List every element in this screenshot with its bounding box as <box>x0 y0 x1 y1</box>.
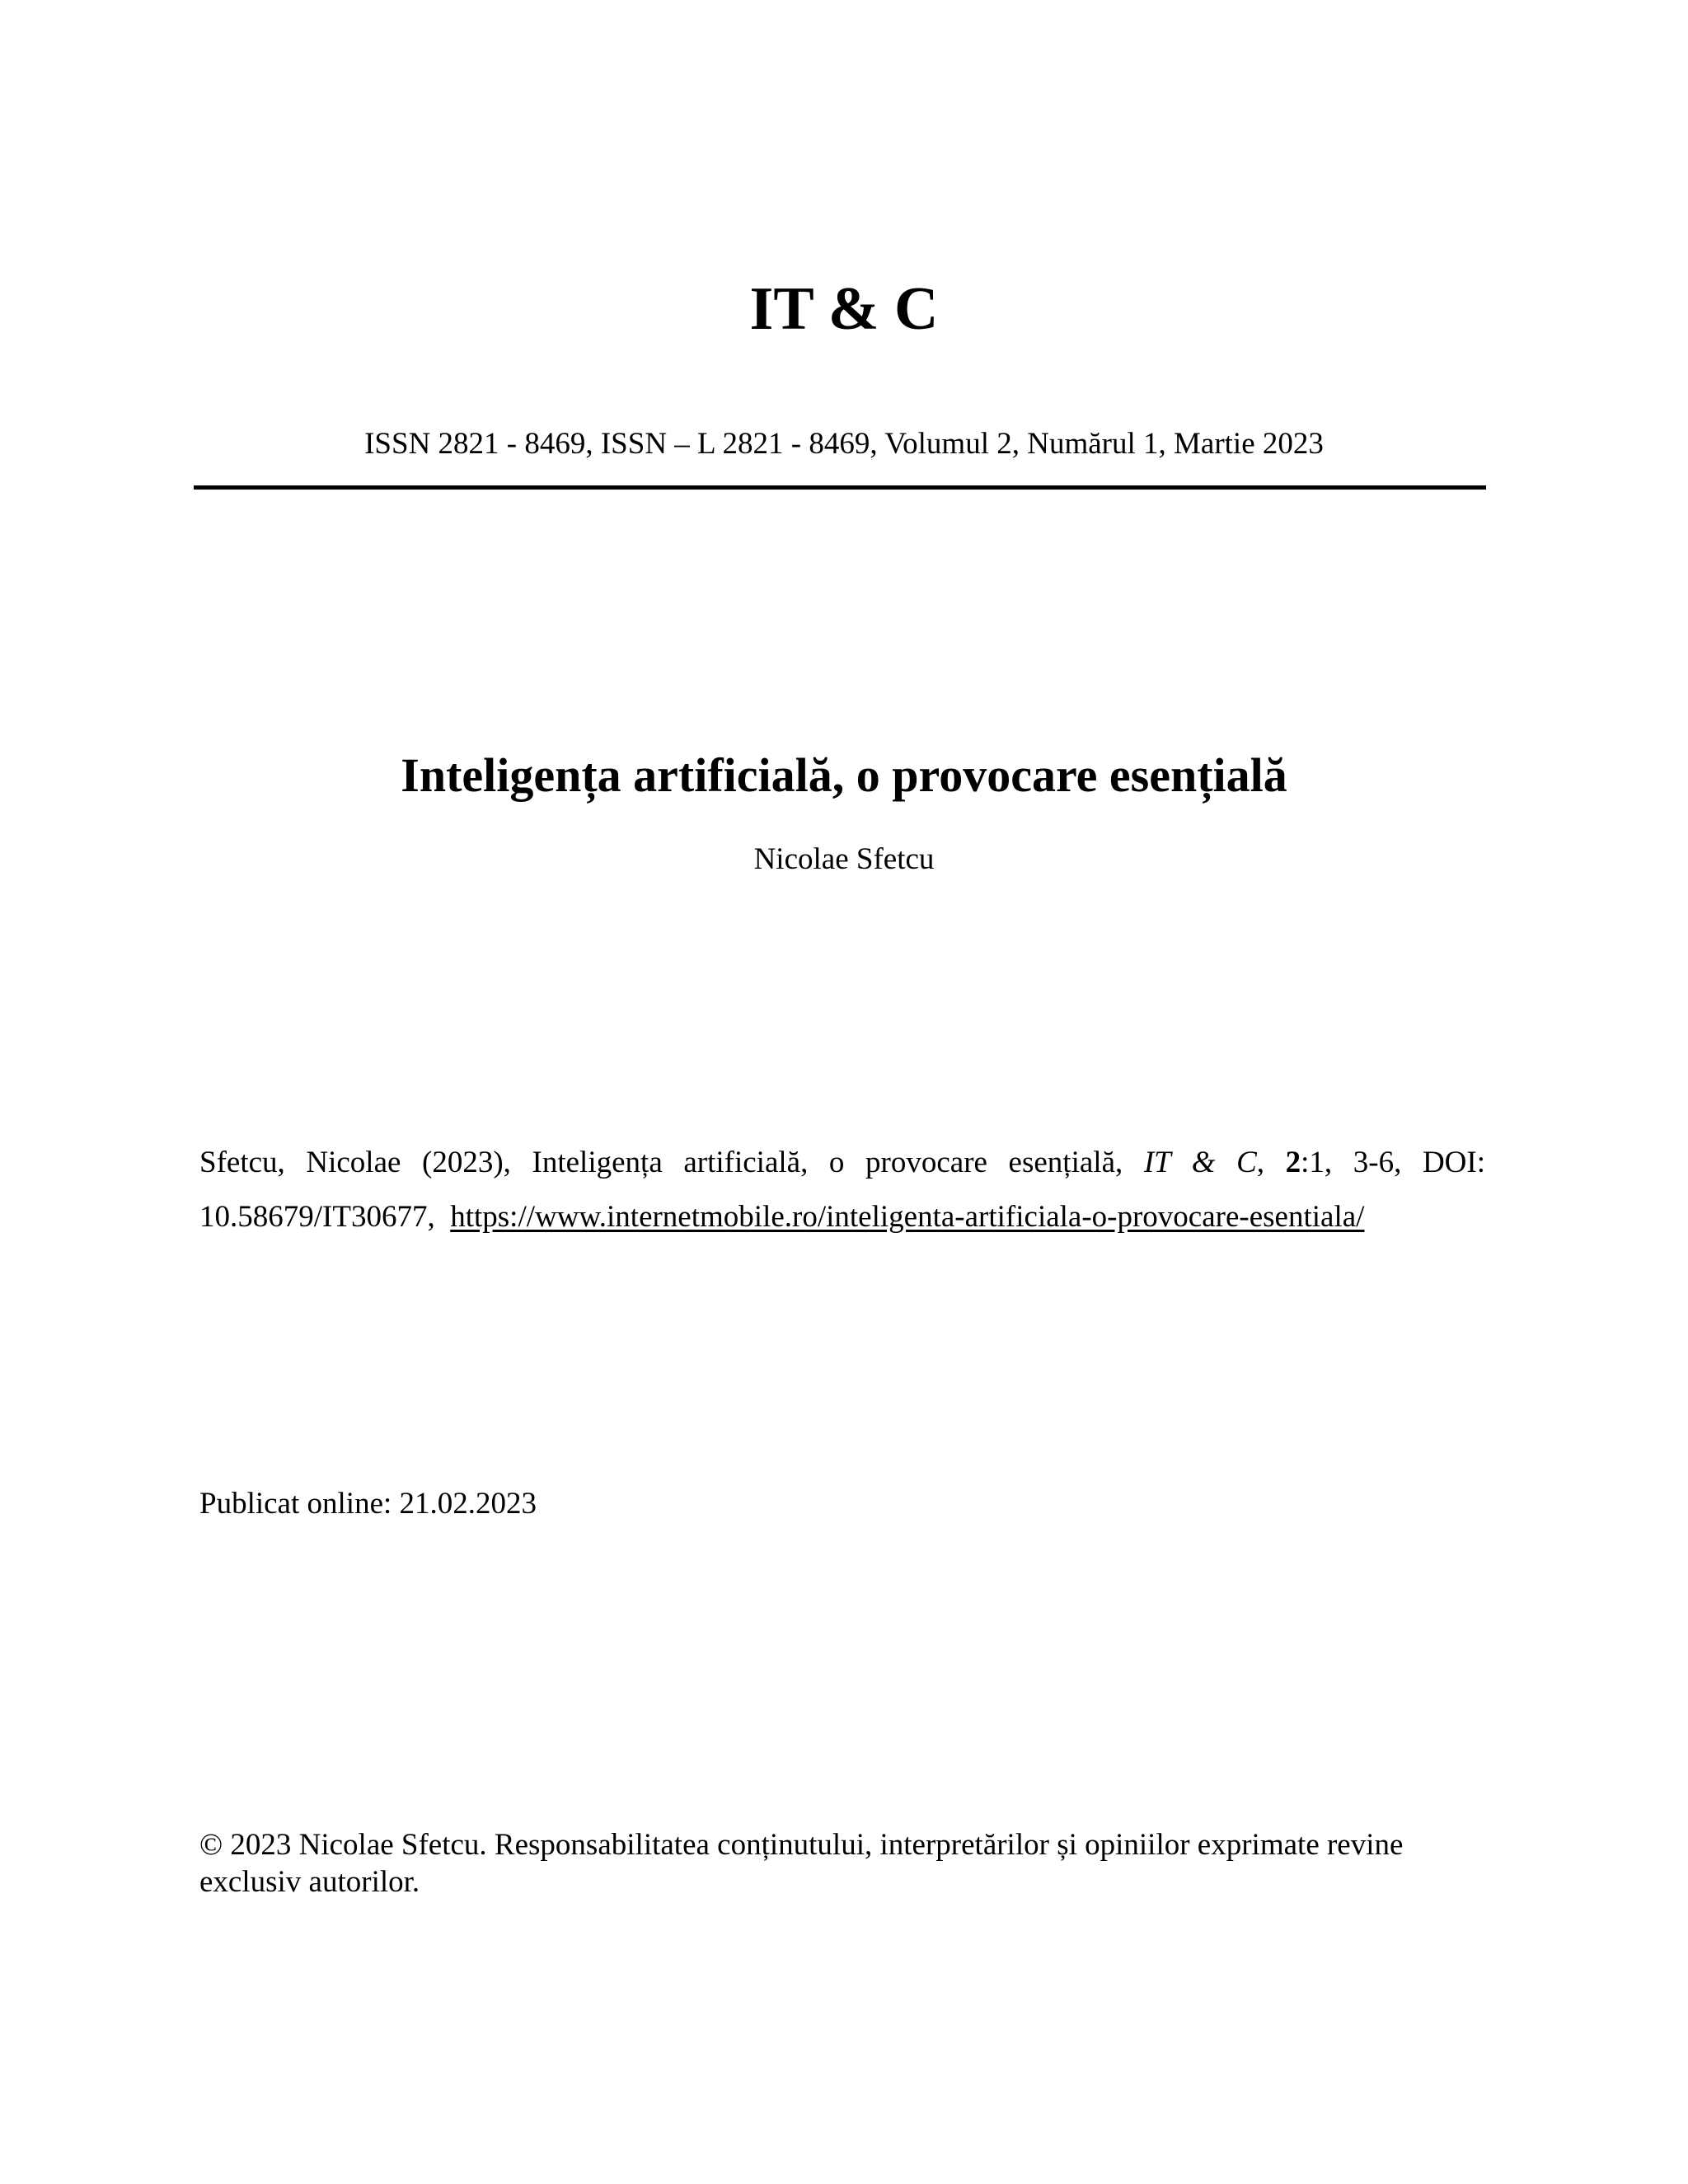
published-date: Publicat online: 21.02.2023 <box>199 1487 537 1521</box>
citation-line-1: Sfetcu, Nicolae (2023), Inteligența artificială, o provocare esențială, IT & C, 2:1, 3-6, DOI: <box>199 1146 1485 1179</box>
citation-journal: IT & C <box>1143 1146 1257 1179</box>
article-title: Inteligența artificială, o provocare esențială <box>401 748 1287 802</box>
citation-doi: 10.58679/IT30677, <box>199 1200 435 1234</box>
citation-volume: 2 <box>1285 1146 1301 1179</box>
copyright-notice: © 2023 Nicolae Sfetcu. Responsabilitatea conținutului, interpretărilor și opiniilor exprimate revine exclusiv autorilor. <box>199 1828 1404 1899</box>
header-divider <box>194 485 1486 490</box>
citation-line-2 <box>199 1202 1364 1232</box>
citation-url-link[interactable]: https://www.internetmobile.ro/inteligenta-artificiala-o-provocare-esentiala/ <box>450 1200 1365 1234</box>
issn-line: ISSN 2821 - 8469, ISSN – L 2821 - 8469, Volumul 2, Numărul 1, Martie 2023 <box>364 427 1324 461</box>
citation-prefix: Sfetcu, Nicolae (2023), Inteligența artificială, o provocare esențială, <box>199 1146 1123 1179</box>
citation-pages: :1, 3-6, DOI: <box>1301 1146 1485 1179</box>
author-name: Nicolae Sfetcu <box>753 842 935 876</box>
journal-title: IT & C <box>749 275 939 343</box>
